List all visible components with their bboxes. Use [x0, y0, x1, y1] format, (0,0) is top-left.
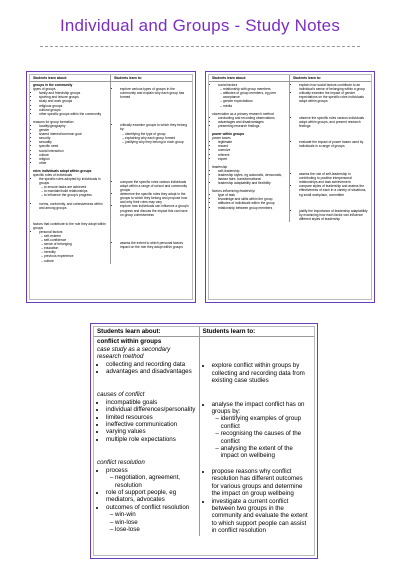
note-sub-bullet: – self-esteem [44, 234, 107, 238]
spacer [293, 197, 368, 209]
header-learn-about: Students learn about: [30, 75, 111, 81]
note-sub-bullet: – previous experience [44, 254, 107, 258]
spacer [293, 160, 368, 172]
note-bullet [218, 83, 286, 108]
header-learn-to: Students learn to: [293, 76, 322, 80]
note-text: specific need [39, 144, 59, 149]
note-bullet [120, 192, 189, 204]
spacer [97, 443, 196, 451]
note-sub-bullet: – to influence the group's progress [44, 193, 107, 197]
spacer [97, 383, 196, 391]
subsection-label: specific roles of individuals [33, 172, 73, 177]
note-bullet [299, 83, 368, 91]
note-sub-bullet: – attitudes of group members, eg peer acceptance [223, 91, 286, 99]
note-text: explore conflict within groups by collecting and recording data from existing case studies [211, 362, 305, 385]
note-sub-bullet: – media [223, 104, 286, 108]
note-bullet [106, 421, 196, 428]
note-text: compare styles of leadership and assess the effectiveness of each in a variety of situations, eg small workplace, committee [299, 184, 367, 197]
note-bullet [212, 362, 311, 384]
note-text: coercive [218, 148, 231, 153]
note-bullet [106, 428, 196, 435]
note-text: observe the specific roles various individuals adopt within groups, and present research findings [299, 115, 365, 128]
note-text: incompatible goals [106, 398, 158, 406]
note-sub-bullet: – win-win [115, 511, 196, 518]
note-sub-bullet: – negotiation, agreement, resolution [115, 474, 196, 489]
section-heading: groups in the community [33, 83, 73, 88]
note-bullet [106, 467, 196, 489]
notes-card-bottom [90, 323, 318, 559]
spacer [114, 229, 189, 241]
notes-card-top-right [205, 71, 375, 303]
note-text: other specific groups within the community [39, 111, 102, 116]
learn-about-column [209, 82, 290, 222]
note-sub-bullet: – identifying examples of group conflict [221, 415, 311, 430]
note-bullet [120, 180, 189, 192]
note-text: process [106, 466, 128, 474]
note-sub-bullet: – education [44, 246, 107, 250]
note-text: varying values [106, 428, 146, 436]
note-text: personal factors [39, 229, 63, 234]
note-text: explore how individuals can influence a group's progress and discuss the impact this can have on group cohesiveness [120, 204, 189, 217]
subsection-label: conflict resolution [97, 459, 145, 467]
note-bullet [212, 498, 311, 535]
subsection-label: observation as a primary research method [212, 111, 274, 116]
page-title: Individual and Groups - Study Notes [59, 16, 341, 35]
learn-to-column [111, 82, 192, 264]
spacer [114, 99, 189, 111]
note-text: security [39, 136, 51, 141]
note-text: norms, conformity, and cohesiveness within and among groups [39, 201, 103, 210]
title-divider [40, 46, 360, 47]
note-text: leadership styles, eg autocratic, democratic, laissez faire, transformational [218, 172, 283, 181]
header-learn-to: Students learn to: [202, 328, 256, 335]
note-text: self-leadership [218, 168, 240, 173]
note-bullet [106, 504, 196, 534]
note-text: outcomes of conflict resolution [106, 503, 190, 511]
spacer [114, 111, 189, 123]
note-text: limited resources [106, 413, 153, 421]
note-bullet [106, 414, 196, 421]
subsection-label: power bases [212, 136, 231, 141]
note-text: ineffective communication [106, 421, 178, 429]
note-text: legitimate [218, 140, 233, 145]
subsection-label: factors influencing leadership [212, 189, 255, 194]
note-text: attitudes of individuals within the group [218, 201, 275, 206]
spacer [114, 144, 189, 156]
learn-about-column [30, 82, 111, 264]
note-sub-bullet: – to maintain/build relationships [44, 189, 107, 193]
note-text: other [39, 160, 47, 165]
learn-to-column [200, 337, 314, 535]
note-bullet [106, 436, 196, 443]
spacer [203, 460, 311, 468]
note-text: advantages and disadvantages [218, 119, 264, 124]
note-text: type of task [218, 193, 235, 198]
note-bullet [39, 202, 107, 210]
spacer [114, 168, 189, 180]
note-bullet [106, 489, 196, 504]
spacer [97, 451, 196, 459]
section-heading: conflict within groups [97, 338, 162, 346]
spacer [203, 385, 311, 393]
note-bullet [299, 172, 368, 184]
note-bullet [106, 368, 196, 375]
note-text: evaluate the impact of power bases used by individuals in a range of groups [299, 139, 364, 148]
note-bullet [120, 204, 189, 216]
notes-card-top-left [26, 71, 196, 303]
note-bullet [120, 241, 189, 249]
subsection-label: reasons for group formation [33, 119, 74, 124]
note-text: shared interest/common goal [39, 132, 82, 137]
note-text: study and work groups [39, 99, 73, 104]
note-text: assess the role of self-leadership in contributing to positive interpersonal relationships and task achievement [299, 172, 352, 185]
note-text: leadership adaptability and flexibility [218, 181, 271, 186]
note-text: knowledge and skills within the group [218, 197, 273, 202]
note-bullet [39, 230, 107, 263]
note-text: sporting and leisure groups [39, 95, 79, 100]
subsection-label: leadership [212, 164, 228, 169]
spacer [33, 210, 107, 222]
section-heading: power within groups [212, 132, 245, 137]
note-bullet [299, 140, 368, 148]
note-sub-bullet: – culture [44, 259, 107, 263]
note-text: collecting and recording data [106, 360, 186, 368]
note-sub-bullet: – justifying why they belong to each group [125, 140, 189, 144]
note-bullet [218, 206, 286, 210]
note-text: sexuality [39, 140, 52, 145]
note-sub-bullet: – to ensure tasks are achieved [44, 185, 107, 189]
note-bullet [106, 361, 196, 368]
note-text: propose reasons why conflict resolution has different outcomes for various groups and determine the impact on group wellbeing [211, 467, 303, 498]
note-text: conducting and recording observations [218, 115, 275, 120]
note-bullet [39, 177, 107, 197]
note-text: the specific roles adopted by individuals in groups [39, 177, 101, 186]
note-bullet [106, 406, 196, 413]
note-text: role of support people, eg mediators, advocates [106, 488, 177, 504]
note-text: advantages and disadvantages [106, 368, 192, 376]
spacer [203, 354, 311, 362]
note-bullet [212, 401, 311, 460]
note-bullet [299, 116, 368, 128]
note-text: multiple role expectations [106, 435, 176, 443]
note-sub-bullet: – sense of belonging [44, 242, 107, 246]
note-text: religious groups [39, 103, 63, 108]
note-text: social factors [218, 83, 238, 88]
spacer [203, 346, 311, 354]
note-sub-bullet: – heredity [44, 250, 107, 254]
note-text: presenting research findings [218, 123, 260, 128]
note-sub-bullet: – lose-lose [115, 526, 196, 533]
note-text: determine the specific roles they adopt in the groups to which they belong and propose how and why their roles may vary [120, 192, 188, 205]
note-sub-bullet: – analysing the extent of the impact on wellbeing [221, 445, 311, 460]
note-text: expert [218, 156, 228, 161]
learn-to-column [290, 82, 371, 222]
note-bullet [106, 399, 196, 406]
note-bullet [218, 173, 286, 181]
subsection-label: types of groups [33, 87, 56, 92]
note-text: investigate a current conflict between two groups in the community and evaluate the extent to which support people can assist in conflict resolution [211, 497, 308, 535]
note-sub-bullet: – explaining why each group formed [125, 136, 189, 140]
note-sub-bullet: – identifying the type of group [125, 132, 189, 136]
section-heading: roles individuals adopt within groups [33, 168, 92, 173]
note-bullet [299, 91, 368, 103]
note-text: referent [218, 152, 230, 157]
note-bullet [39, 112, 107, 116]
note-text: individual differences/personality [106, 406, 196, 414]
note-text: religion [39, 156, 50, 161]
note-text: analyse the impact conflict has on groups by: [211, 400, 305, 416]
note-sub-bullet: – self-confidence [44, 238, 107, 242]
spacer [293, 148, 368, 160]
header-learn-about: Students learn about: [94, 327, 200, 336]
note-text: critically examine the impact of gender expectations on the specific roles individuals adopt within groups [299, 91, 364, 104]
note-text: cultural groups [39, 107, 61, 112]
note-text: relationship between group members [218, 205, 273, 210]
note-text: compare the specific roles various individuals adopt within a range of school and community groups [120, 179, 188, 193]
note-sub-bullet: – recognising the causes of the conflict [221, 430, 311, 445]
note-bullet [212, 468, 311, 498]
subsection-label: factors that contribute to the role they adopt within groups [33, 221, 106, 230]
spacer [97, 375, 196, 383]
note-sub-bullet: – win-lose [115, 519, 196, 526]
note-bullet [120, 87, 189, 99]
spacer [203, 393, 311, 401]
note-text: explore various types of groups in the community and explain why each group has formed [120, 87, 185, 100]
note-text: explain how social factors contribute to an individual's sense of belonging within a group [299, 83, 366, 92]
note-text: critically examine groups to which they belong by: [120, 123, 188, 132]
note-text: assess the extent to which personal factors impact on the role they adopt within groups [120, 240, 184, 249]
subsection-label: causes of conflict [97, 391, 145, 399]
header-learn-to: Students learn to: [114, 76, 143, 80]
spacer [293, 128, 368, 140]
note-text: reward [218, 144, 229, 149]
note-bullet [120, 123, 189, 143]
spacer [203, 338, 311, 346]
note-sub-bullet: – relationship with group members [223, 87, 286, 91]
note-text: social interaction [39, 148, 64, 153]
note-text: culture [39, 152, 49, 157]
note-bullet [299, 184, 368, 196]
note-text: gender [39, 128, 50, 133]
note-sub-bullet: – gender expectations [223, 99, 286, 103]
spacer [293, 104, 368, 116]
note-text: family and friendship groups [39, 91, 81, 96]
learn-about-column [94, 337, 200, 535]
header-learn-about: Students learn about: [209, 75, 290, 81]
note-bullet [299, 209, 368, 221]
spacer [114, 156, 189, 168]
note-text: locality/geography [39, 123, 66, 128]
spacer [114, 217, 189, 229]
subsection-label: case study as a secondary research method [97, 345, 171, 361]
note-text: justify the importance of leadership adaptability by examining how each factor can influence different styles of leadership [299, 208, 368, 221]
